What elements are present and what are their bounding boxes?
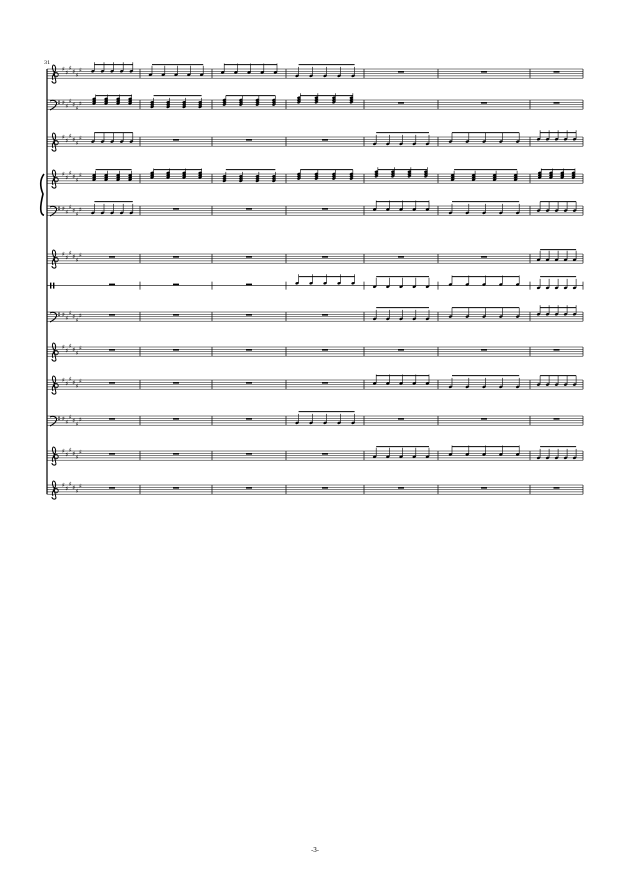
piano-brace bbox=[41, 174, 44, 215]
whole-rest-icon bbox=[173, 139, 179, 140]
sharp-icon: ♯ bbox=[68, 414, 72, 422]
whole-rest-icon bbox=[554, 102, 560, 103]
whole-rest-icon bbox=[322, 256, 328, 257]
bass-clef-icon bbox=[50, 416, 57, 426]
whole-rest-icon bbox=[246, 382, 252, 383]
whole-rest-icon bbox=[481, 487, 487, 488]
whole-rest-icon bbox=[246, 349, 252, 350]
sharp-icon: ♯ bbox=[65, 485, 69, 493]
sharp-icon: ♯ bbox=[65, 418, 69, 426]
sharp-icon: ♯ bbox=[79, 252, 82, 260]
sharp-icon: ♯ bbox=[75, 487, 79, 495]
sharp-icon: ♯ bbox=[65, 137, 69, 145]
sharp-icon: ♯ bbox=[65, 380, 69, 388]
sharp-icon: ♯ bbox=[65, 69, 69, 77]
whole-rest-icon bbox=[398, 102, 404, 103]
sharp-icon: ♯ bbox=[79, 416, 82, 424]
whole-rest-icon bbox=[173, 487, 179, 488]
staff-10 bbox=[47, 374, 583, 394]
sharp-icon: ♯ bbox=[62, 134, 65, 141]
whole-rest-icon bbox=[109, 382, 115, 383]
staff-12 bbox=[47, 445, 583, 465]
sharp-icon: ♯ bbox=[79, 172, 82, 180]
whole-rest-icon bbox=[398, 349, 404, 350]
bass-clef-icon bbox=[58, 315, 59, 316]
whole-rest-icon bbox=[173, 284, 179, 286]
percussion bbox=[47, 274, 583, 289]
whole-rest-icon bbox=[246, 208, 252, 209]
whole-rest-icon bbox=[481, 349, 487, 350]
whole-rest-icon bbox=[246, 139, 252, 140]
whole-rest-icon bbox=[398, 71, 404, 72]
whole-rest-icon bbox=[109, 453, 115, 454]
sharp-icon: ♯ bbox=[79, 483, 82, 491]
sharp-icon: ♯ bbox=[72, 136, 76, 144]
piano-right bbox=[47, 167, 583, 188]
sharp-icon: ♯ bbox=[75, 139, 79, 147]
staff-13 bbox=[47, 481, 583, 499]
sharp-icon: ♯ bbox=[65, 347, 69, 355]
sharp-icon: ♯ bbox=[79, 100, 82, 108]
staff-6 bbox=[47, 250, 583, 268]
whole-rest-icon bbox=[554, 487, 560, 488]
sharp-icon: ♯ bbox=[75, 453, 79, 461]
whole-rest-icon bbox=[246, 453, 252, 454]
percussion-clef-icon bbox=[53, 283, 54, 289]
sharp-icon: ♯ bbox=[72, 417, 76, 425]
whole-rest-icon bbox=[322, 487, 328, 488]
whole-rest-icon bbox=[173, 256, 179, 257]
whole-rest-icon bbox=[246, 418, 252, 419]
sharp-icon: ♯ bbox=[75, 176, 79, 184]
sharp-icon: ♯ bbox=[68, 132, 72, 140]
bass-clef-icon bbox=[50, 312, 57, 322]
sharp-icon: ♯ bbox=[65, 208, 69, 216]
sharp-icon: ♯ bbox=[62, 171, 65, 178]
whole-rest-icon bbox=[398, 487, 404, 488]
sharp-icon: ♯ bbox=[72, 101, 76, 109]
bass-clef-icon bbox=[58, 100, 59, 101]
sharp-icon: ♯ bbox=[72, 450, 76, 458]
sharp-icon: ♯ bbox=[62, 377, 65, 384]
whole-rest-icon bbox=[109, 349, 115, 350]
piano-left bbox=[47, 200, 583, 218]
whole-rest-icon bbox=[109, 284, 115, 286]
sharp-icon: ♯ bbox=[75, 105, 79, 113]
sharp-icon: ♯ bbox=[68, 375, 72, 383]
sharp-icon: ♯ bbox=[72, 253, 76, 261]
sharp-icon: ♯ bbox=[62, 448, 65, 455]
bass-clef-icon bbox=[58, 206, 59, 207]
staff-1 bbox=[47, 62, 583, 83]
sharp-icon: ♯ bbox=[72, 346, 76, 354]
sharp-icon: ♯ bbox=[72, 207, 76, 215]
whole-rest-icon bbox=[109, 487, 115, 488]
whole-rest-icon bbox=[109, 256, 115, 257]
whole-rest-icon bbox=[481, 418, 487, 419]
sharp-icon: ♯ bbox=[62, 99, 65, 107]
page-number: -3- bbox=[311, 847, 319, 854]
whole-rest-icon bbox=[173, 349, 179, 350]
sharp-icon: ♯ bbox=[79, 378, 82, 386]
bass-clef-icon bbox=[58, 103, 59, 104]
whole-rest-icon bbox=[173, 453, 179, 454]
sharp-icon: ♯ bbox=[68, 446, 72, 454]
sharp-icon: ♯ bbox=[68, 480, 72, 488]
sharp-icon: ♯ bbox=[62, 344, 65, 351]
whole-rest-icon bbox=[322, 382, 328, 383]
sharp-icon: ♯ bbox=[79, 345, 82, 353]
sharp-icon: ♯ bbox=[72, 484, 76, 492]
sharp-icon: ♯ bbox=[68, 64, 72, 72]
whole-rest-icon bbox=[173, 314, 179, 315]
whole-rest-icon bbox=[481, 71, 487, 72]
sharp-icon: ♯ bbox=[72, 313, 76, 321]
bass-clef-icon bbox=[58, 419, 59, 420]
sharp-icon: ♯ bbox=[65, 451, 69, 459]
whole-rest-icon bbox=[246, 284, 252, 286]
sharp-icon: ♯ bbox=[75, 421, 79, 429]
sharp-icon: ♯ bbox=[62, 251, 65, 258]
whole-rest-icon bbox=[246, 314, 252, 315]
whole-rest-icon bbox=[322, 314, 328, 315]
staff-9 bbox=[47, 343, 583, 361]
bass-clef-icon bbox=[58, 312, 59, 313]
whole-rest-icon bbox=[109, 314, 115, 315]
whole-rest-icon bbox=[554, 349, 560, 350]
sharp-icon: ♯ bbox=[79, 206, 82, 214]
sharp-icon: ♯ bbox=[72, 379, 76, 387]
sharp-icon: ♯ bbox=[65, 102, 69, 110]
whole-rest-icon bbox=[246, 487, 252, 488]
sharp-icon: ♯ bbox=[65, 254, 69, 262]
whole-rest-icon bbox=[173, 382, 179, 383]
sharp-icon: ♯ bbox=[75, 382, 79, 390]
sharp-icon: ♯ bbox=[75, 349, 79, 357]
sharp-icon: ♯ bbox=[75, 211, 79, 219]
whole-rest-icon bbox=[398, 418, 404, 419]
bass-clef-icon bbox=[50, 206, 57, 216]
sharp-icon: ♯ bbox=[79, 135, 82, 143]
staff-8 bbox=[47, 305, 583, 324]
sharp-icon: ♯ bbox=[65, 314, 69, 322]
staff-2 bbox=[47, 93, 583, 112]
sharp-icon: ♯ bbox=[75, 317, 79, 325]
whole-rest-icon bbox=[322, 349, 328, 350]
whole-rest-icon bbox=[481, 102, 487, 103]
whole-rest-icon bbox=[322, 453, 328, 454]
sharp-icon: ♯ bbox=[72, 173, 76, 181]
measure-number: 31 bbox=[44, 60, 51, 66]
whole-rest-icon bbox=[109, 418, 115, 419]
bass-clef-icon bbox=[58, 416, 59, 417]
sharp-icon: ♯ bbox=[75, 256, 79, 264]
whole-rest-icon bbox=[554, 418, 560, 419]
sharp-icon: ♯ bbox=[79, 449, 82, 457]
whole-rest-icon bbox=[173, 418, 179, 419]
whole-rest-icon bbox=[481, 256, 487, 257]
sharp-icon: ♯ bbox=[68, 204, 72, 212]
sharp-icon: ♯ bbox=[62, 205, 65, 213]
sharp-icon: ♯ bbox=[75, 71, 79, 79]
whole-rest-icon bbox=[554, 71, 560, 72]
sharp-icon: ♯ bbox=[62, 66, 65, 73]
staff-11 bbox=[47, 412, 583, 428]
whole-rest-icon bbox=[322, 208, 328, 209]
sharp-icon: ♯ bbox=[68, 249, 72, 257]
sharp-icon: ♯ bbox=[68, 310, 72, 318]
whole-rest-icon bbox=[246, 256, 252, 257]
sharp-icon: ♯ bbox=[72, 68, 76, 76]
sharp-icon: ♯ bbox=[62, 311, 65, 319]
sharp-icon: ♯ bbox=[62, 482, 65, 489]
sharp-icon: ♯ bbox=[68, 98, 72, 106]
sharp-icon: ♯ bbox=[65, 174, 69, 182]
whole-rest-icon bbox=[173, 208, 179, 209]
percussion-clef-icon bbox=[50, 283, 51, 289]
whole-rest-icon bbox=[398, 256, 404, 257]
whole-rest-icon bbox=[322, 139, 328, 140]
sharp-icon: ♯ bbox=[79, 312, 82, 320]
sharp-icon: ♯ bbox=[68, 169, 72, 177]
sharp-icon: ♯ bbox=[79, 67, 82, 75]
bass-clef-icon bbox=[58, 209, 59, 210]
staff-3 bbox=[47, 130, 583, 151]
bass-clef-icon bbox=[50, 100, 57, 110]
sharp-icon: ♯ bbox=[68, 342, 72, 350]
sharp-icon: ♯ bbox=[62, 415, 65, 423]
